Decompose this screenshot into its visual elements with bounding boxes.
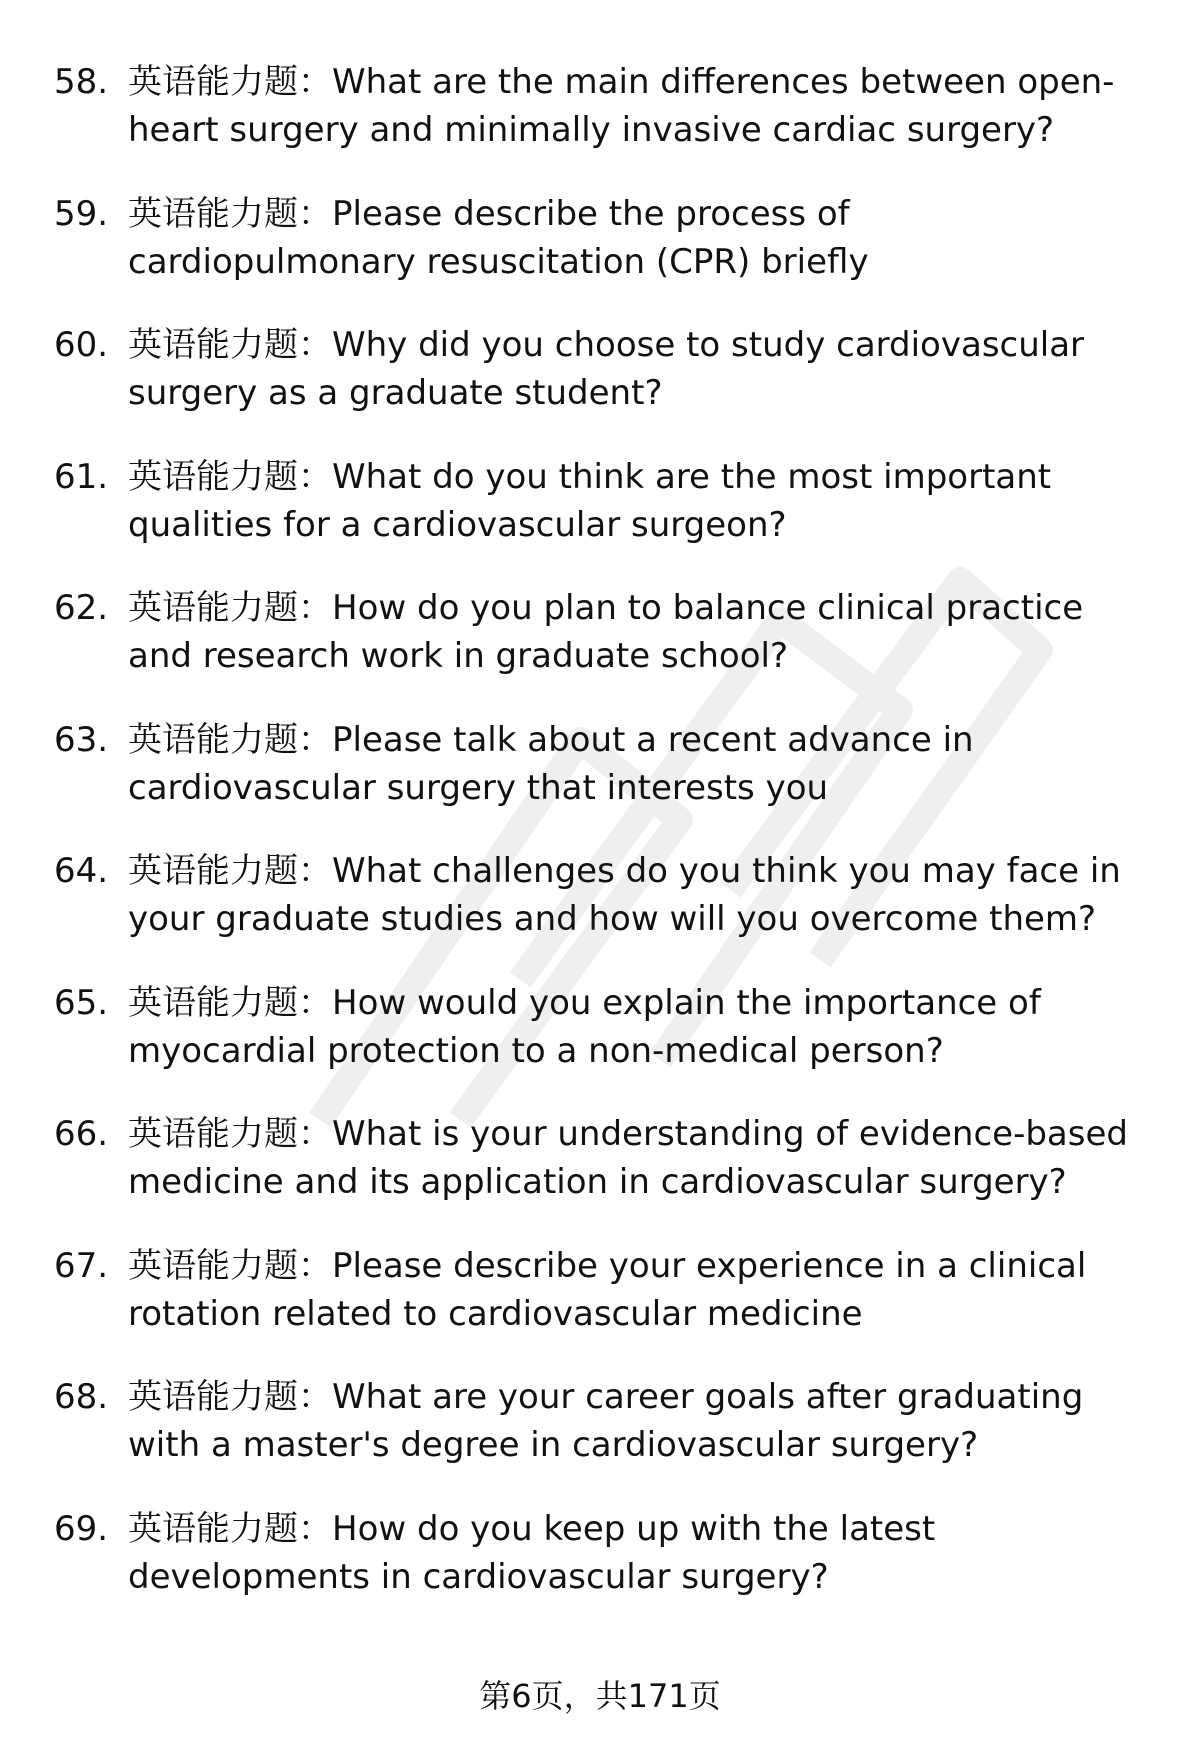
question-body xyxy=(128,58,1160,154)
question-body xyxy=(128,584,1160,680)
question-label: 英语能力题： xyxy=(128,1377,332,1417)
page-number-text: 第6页，共171页 xyxy=(479,1677,721,1715)
question-label: 英语能力题： xyxy=(128,588,332,628)
question-item xyxy=(0,1110,1200,1242)
question-item xyxy=(0,979,1200,1111)
question-number: 66. xyxy=(54,1114,109,1154)
question-body xyxy=(128,979,1160,1075)
question-text: What is your understanding of evidence-based medicine and its application in cardiovascular surgery? xyxy=(128,1114,1128,1202)
question-number: 61. xyxy=(54,456,109,497)
question-text: What are your career goals after graduating with a master's degree in cardiovascular surgery? xyxy=(128,1377,1084,1465)
question-number: 63. xyxy=(54,719,109,760)
question-body xyxy=(128,1505,1160,1601)
question-label: 英语能力题： xyxy=(128,1245,332,1286)
question-text: What challenges do you think you may face in your graduate studies and how will you overcome them? xyxy=(128,851,1121,939)
question-label: 英语能力题： xyxy=(128,62,332,102)
question-text: Please describe your experience in a clinical rotation related to cardiovascular medicine xyxy=(128,1245,1087,1334)
question-number: 65. xyxy=(54,982,109,1023)
question-label: 英语能力题： xyxy=(128,456,332,497)
question-number: 67. xyxy=(54,1245,109,1286)
question-text: How do you keep up with the latest developments in cardiovascular surgery? xyxy=(128,1508,936,1597)
question-label: 英语能力题： xyxy=(128,851,332,891)
question-number: 69. xyxy=(54,1508,109,1549)
question-body xyxy=(128,1242,1160,1338)
question-item xyxy=(0,58,1200,190)
question-label: 英语能力题： xyxy=(128,193,332,234)
question-label: 英语能力题： xyxy=(128,325,332,365)
question-text: Please describe the process of cardiopulmonary resuscitation (CPR) briefly xyxy=(128,193,869,282)
question-body xyxy=(128,847,1160,943)
question-label: 英语能力题： xyxy=(128,1114,332,1154)
question-body xyxy=(128,716,1160,812)
question-item xyxy=(0,1373,1200,1505)
question-item xyxy=(0,847,1200,979)
question-item xyxy=(0,1505,1200,1637)
question-text: Please talk about a recent advance in cardiovascular surgery that interests you xyxy=(128,719,974,808)
question-item xyxy=(0,453,1200,585)
question-label: 英语能力题： xyxy=(128,1508,332,1549)
question-number: 64. xyxy=(54,851,109,891)
question-text: What are the main differences between open- heart surgery and minimally invasive cardiac surgery? xyxy=(128,62,1115,150)
question-item xyxy=(0,716,1200,848)
question-text: Why did you choose to study cardiovascular surgery as a graduate student? xyxy=(128,325,1085,413)
question-list xyxy=(0,58,1200,1636)
question-body xyxy=(128,1110,1160,1206)
question-item xyxy=(0,584,1200,716)
question-text: How do you plan to balance clinical practice and research work in graduate school? xyxy=(128,588,1084,676)
question-label: 英语能力题： xyxy=(128,719,332,760)
question-body xyxy=(128,453,1160,549)
page-footer xyxy=(0,1676,1200,1716)
question-body xyxy=(128,321,1160,417)
question-number: 62. xyxy=(54,588,109,628)
question-body xyxy=(128,1373,1160,1469)
question-text: What do you think are the most important qualities for a cardiovascular surgeon? xyxy=(128,456,1052,545)
question-label: 英语能力题： xyxy=(128,982,332,1023)
question-text: How would you explain the importance of myocardial protection to a non-medical person? xyxy=(128,982,1041,1071)
question-number: 58. xyxy=(54,62,109,102)
question-number: 60. xyxy=(54,325,109,365)
question-item xyxy=(0,321,1200,453)
question-item xyxy=(0,190,1200,322)
question-number: 59. xyxy=(54,193,109,234)
question-item xyxy=(0,1242,1200,1374)
question-body xyxy=(128,190,1160,286)
question-number: 68. xyxy=(54,1377,109,1417)
